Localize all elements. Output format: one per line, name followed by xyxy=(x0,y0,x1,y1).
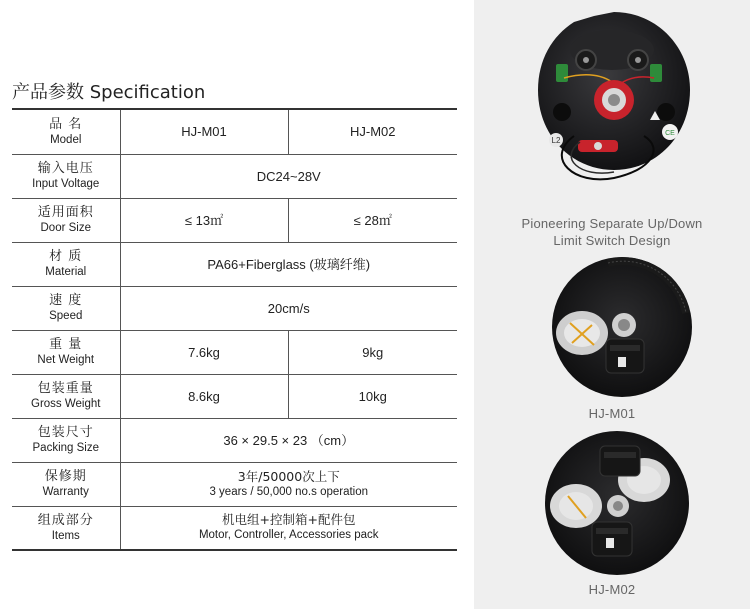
hj-m02-photo xyxy=(542,428,692,578)
row-label: 材 质 Material xyxy=(12,242,120,286)
table-row xyxy=(12,198,457,242)
row-label: 包装尺寸 Packing Size xyxy=(12,418,120,462)
net-weight-m01-cell: 7.6kg xyxy=(120,330,288,374)
warranty-cell: 3年/50000次上下 3 years / 50,000 no.s operation xyxy=(120,462,457,506)
table-row xyxy=(12,286,457,330)
row-label: 保修期 Warranty xyxy=(12,462,120,506)
ce-mark: CE xyxy=(665,130,675,137)
specification-table xyxy=(12,108,457,551)
hj-m02-caption: HJ-M02 xyxy=(588,582,636,597)
input-voltage-cell: DC24~28V xyxy=(120,154,457,198)
table-row xyxy=(12,462,457,506)
row-label: 组成部分 Items xyxy=(12,506,120,550)
table-row xyxy=(12,506,457,550)
door-size-m02-cell: ≤ 28㎡ xyxy=(288,198,457,242)
table-row xyxy=(12,374,457,418)
page-title: 产品参数 Specification xyxy=(12,82,206,103)
gross-weight-m01-cell: 8.6kg xyxy=(120,374,288,418)
l2-badge: L2 xyxy=(551,136,561,145)
row-label: 适用面积 Door Size xyxy=(12,198,120,242)
row-label: 包装重量 Gross Weight xyxy=(12,374,120,418)
material-cell: PA66+Fiberglass (玻璃纤维) xyxy=(120,242,457,286)
table-row xyxy=(12,418,457,462)
product-photo-panel xyxy=(474,0,750,609)
table-row xyxy=(12,154,457,198)
packing-size-cell: 36 × 29.5 × 23 （cm） xyxy=(120,418,457,462)
row-label: 速 度 Speed xyxy=(12,286,120,330)
table-row xyxy=(12,330,457,374)
hj-m01-caption: HJ-M01 xyxy=(588,406,636,421)
model-m02-cell: HJ-M02 xyxy=(288,109,457,154)
hj-m01-photo xyxy=(548,253,696,403)
table-row xyxy=(12,109,457,154)
limit-switch-photo xyxy=(534,8,694,198)
row-label: 重 量 Net Weight xyxy=(12,330,120,374)
door-size-m01-cell: ≤ 13㎡ xyxy=(120,198,288,242)
items-cell: 机电组+控制箱+配件包 Motor, Controller, Accessories pack xyxy=(120,506,457,550)
model-m01-cell: HJ-M01 xyxy=(120,109,288,154)
row-label: 输入电压 Input Voltage xyxy=(12,154,120,198)
limit-switch-caption: Pioneering Separate Up/Down Limit Switch Design xyxy=(521,216,703,248)
net-weight-m02-cell: 9kg xyxy=(288,330,457,374)
gross-weight-m02-cell: 10kg xyxy=(288,374,457,418)
row-label: 品 名 Model xyxy=(12,109,120,154)
speed-cell: 20cm/s xyxy=(120,286,457,330)
table-row xyxy=(12,242,457,286)
